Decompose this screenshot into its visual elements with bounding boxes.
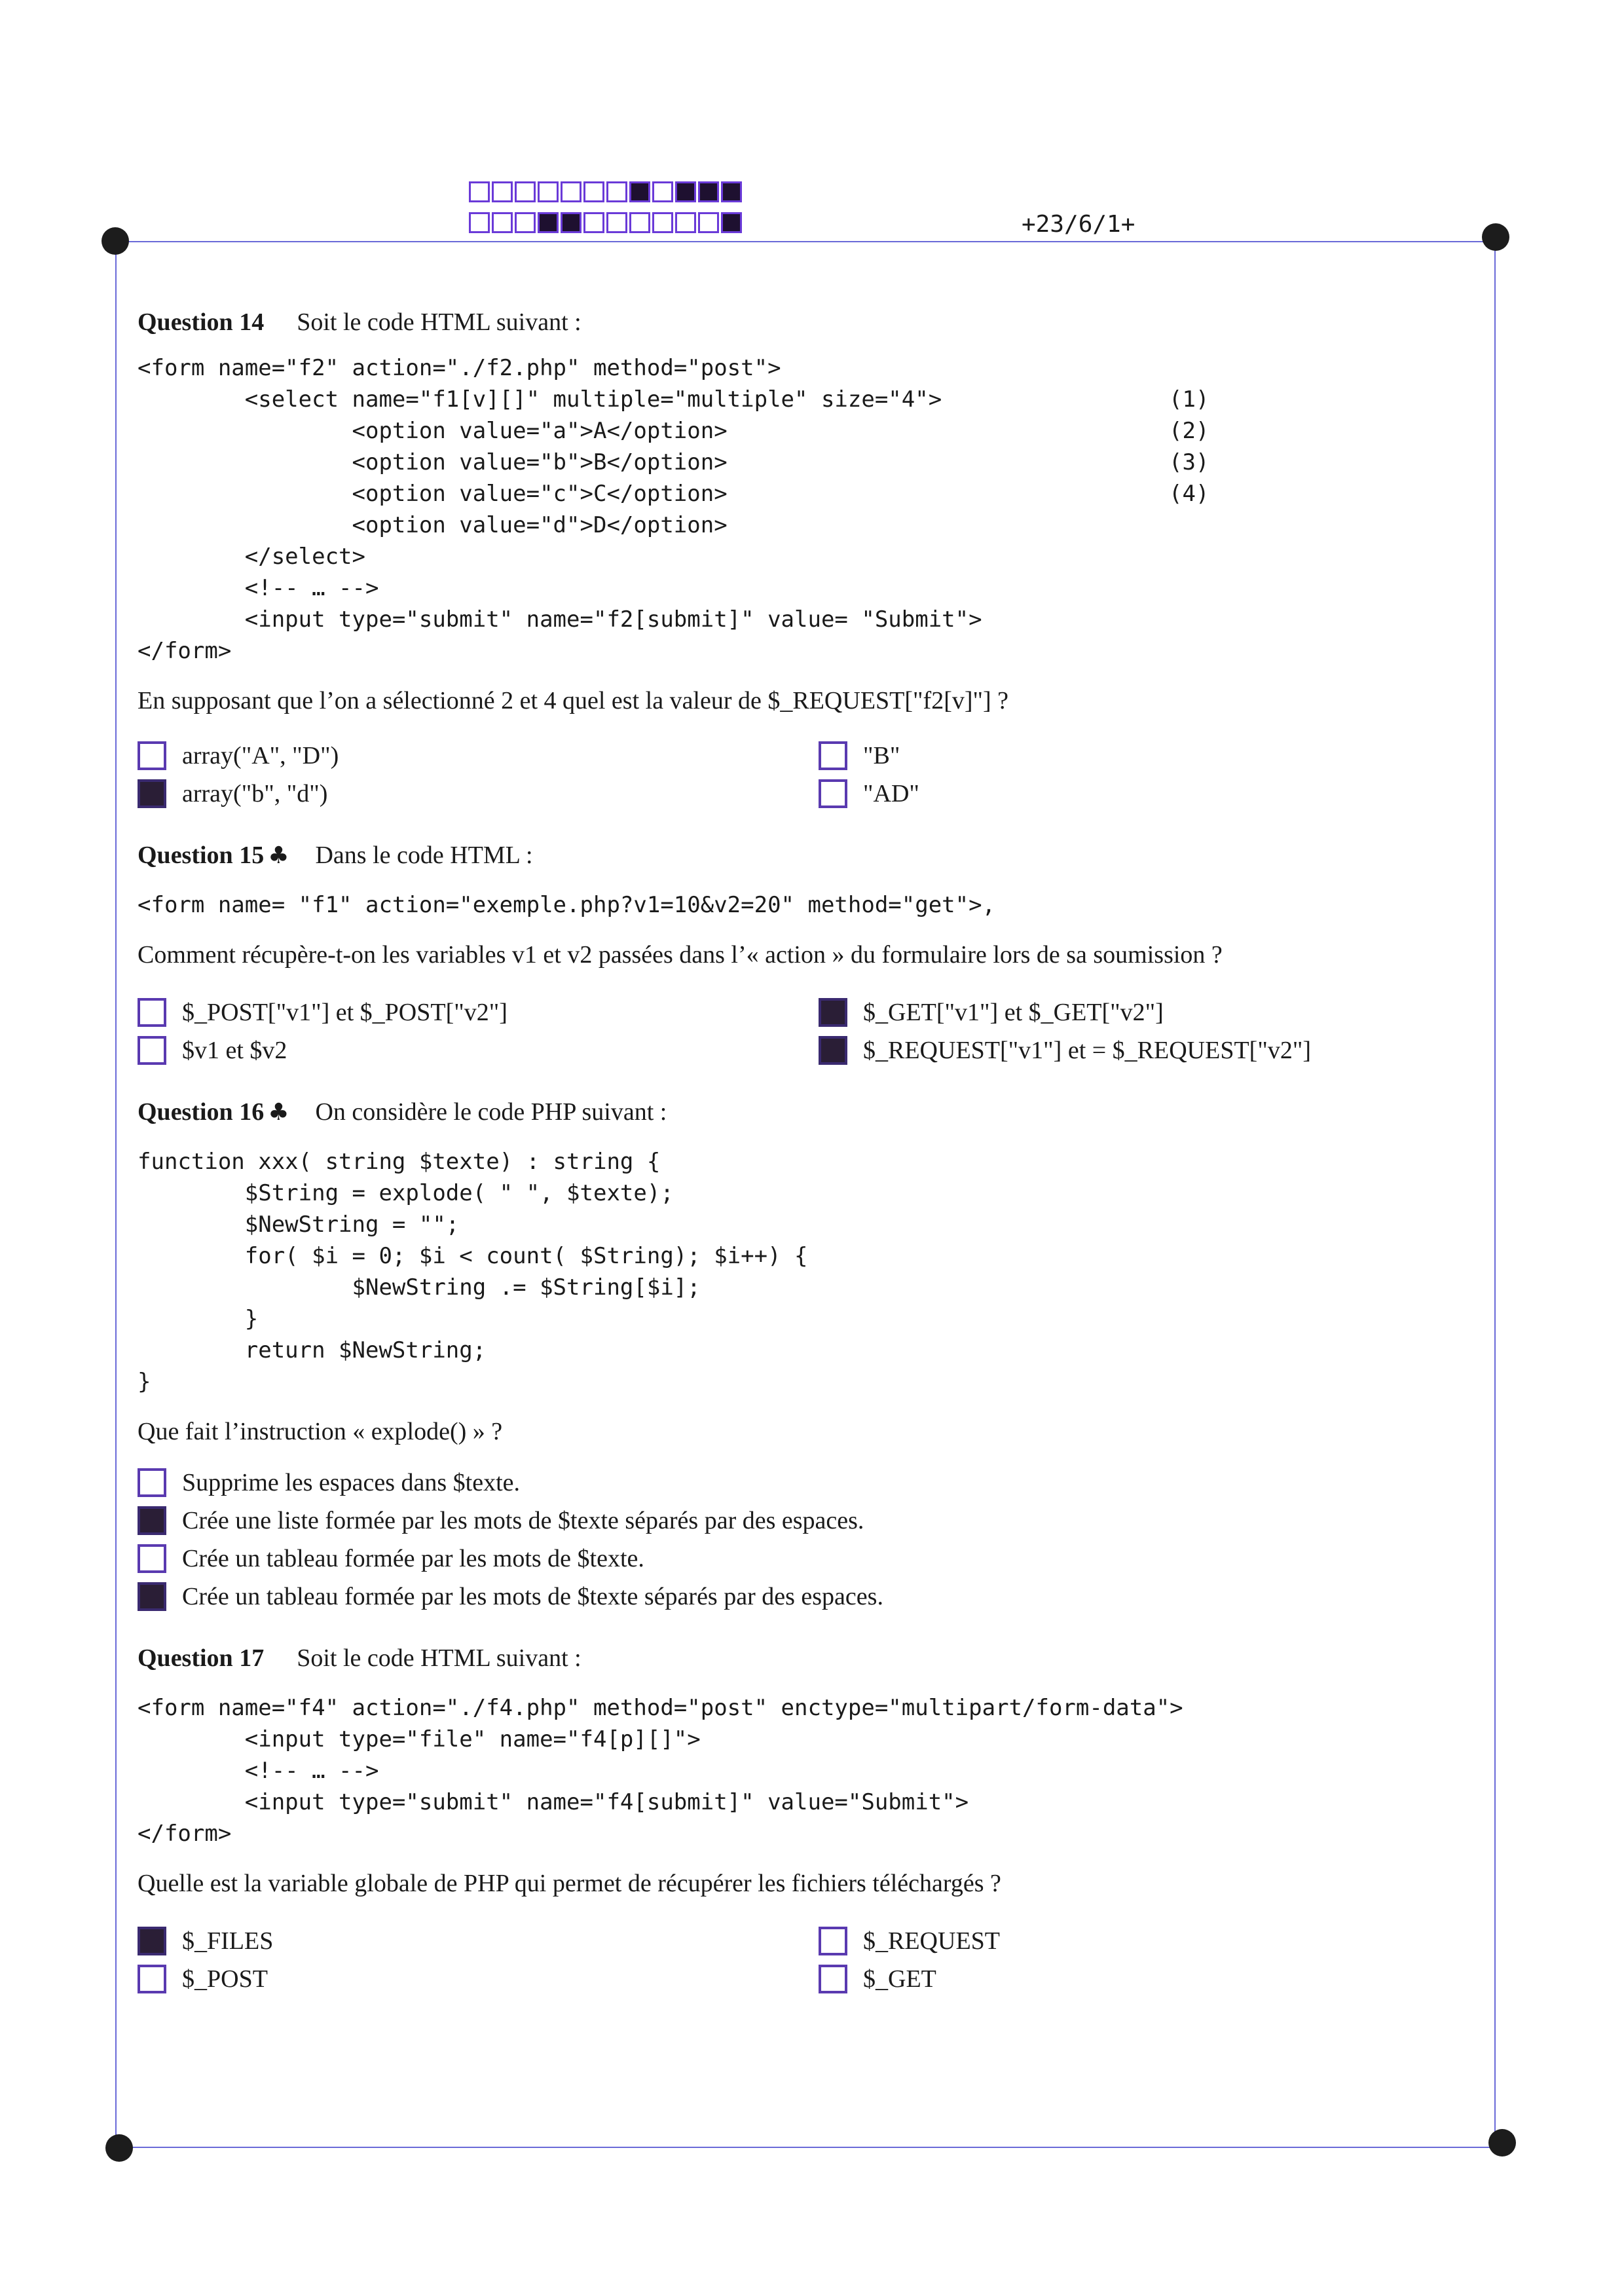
sheet-id-code: +23/6/1+ [1022,211,1135,238]
answer-option[interactable]: $_GET["v1"] et $_GET["v2"] [819,998,1342,1027]
answer-option[interactable]: array("b", "d") [138,779,819,808]
code-block: <form name="f4" action="./f4.php" method="post" enctype="multipart/form-data"> <input type="file" name="f4[p][]"> <!-- … --> <input type="submit" name="f4[submit]" value="Submit"> </form> [138,1695,1183,1847]
answer-option[interactable]: $_GET [819,1965,1342,1993]
code-block: <form name="f2" action="./f2.php" method="post"> <select name="f1[v][]" multiple="multiple" size="4"> <option value="a">A</option> <option value="b">B</option> <option value="c">C</option> <option value="d">D</option> </select> <!-- … --> <input type="submit" name="f2[submit]" value= "Submit"> </form> (1) (2) (3) (4) [138,355,1209,664]
corner-mark-bottom-left [105,2134,133,2162]
option-number: (4) [1169,481,1209,507]
answer-option[interactable]: $_POST["v1"] et $_POST["v2"] [138,998,819,1027]
question-intro: Dans le code HTML : [315,842,533,869]
answer-option[interactable]: Crée une liste formée par les mots de $texte séparés par des espaces. [138,1506,1382,1535]
answer-option[interactable]: Crée un tableau formée par les mots de $texte. [138,1544,1382,1573]
club-icon: ♣ [268,1099,289,1126]
code-block: <form name= "f1" action="exemple.php?v1=10&v2=20" method="get">, [138,892,996,918]
checkbox[interactable] [138,1544,166,1573]
page-content [138,308,1382,1993]
question-intro: Soit le code HTML suivant : [297,1644,581,1672]
question-intro: Soit le code HTML suivant : [297,308,581,336]
answer-list [138,998,1382,1065]
code-block: function xxx( string $texte) : string { $String = explode( " ", $texte); $NewString = ""; for( $i = 0; $i < count( $String); $i++) { $NewString .= $String[$i]; } return $NewString; } [138,1149,808,1395]
question-prompt: Que fait l’instruction « explode() » ? [138,1418,503,1445]
checkbox[interactable] [819,1965,847,1993]
corner-mark-top-right [1482,223,1509,251]
question-label: Question 15 [138,842,265,869]
answer-list [138,741,1382,808]
question-title [138,308,1382,337]
barcode-row-2 [469,212,742,233]
question-label: Question 14 [138,308,265,336]
answer-option[interactable]: Supprime les espaces dans $texte. [138,1468,1382,1497]
checkbox-checked[interactable] [819,998,847,1027]
question-label: Question 16 [138,1098,265,1126]
question-prompt: Comment récupère-t-on les variables v1 et v2 passées dans l’« action » du formulaire lors de sa soumission ? [138,941,1223,969]
checkbox[interactable] [138,1468,166,1497]
checkbox[interactable] [138,998,166,1027]
checkbox-checked[interactable] [819,1036,847,1065]
checkbox[interactable] [819,1927,847,1955]
option-number: (3) [1169,449,1209,475]
checkbox[interactable] [138,1036,166,1065]
answer-list [138,1927,1382,1993]
question-intro: On considère le code PHP suivant : [315,1098,667,1126]
checkbox-checked[interactable] [138,1582,166,1611]
answer-option[interactable]: "B" [819,741,1342,770]
checkbox-checked[interactable] [138,1927,166,1955]
answer-option[interactable]: $_REQUEST["v1"] et = $_REQUEST["v2"] [819,1036,1342,1065]
checkbox-checked[interactable] [138,1506,166,1535]
answer-option[interactable]: $_FILES [138,1927,819,1955]
checkbox[interactable] [819,779,847,808]
answer-list [138,1468,1382,1611]
checkbox[interactable] [138,1965,166,1993]
question-title [138,841,1382,870]
question-14 [138,308,1382,808]
question-16 [138,1098,1382,1611]
question-prompt: En supposant que l’on a sélectionné 2 et 4 quel est la valeur de $_REQUEST["f2[v]"] ? [138,687,1009,714]
question-prompt: Quelle est la variable globale de PHP qui permet de récupérer les fichiers téléchargés ? [138,1870,1001,1897]
question-label: Question 17 [138,1644,265,1672]
answer-option[interactable]: "AD" [819,779,1342,808]
corner-mark-top-left [101,227,129,255]
club-icon: ♣ [268,842,289,869]
question-title [138,1098,1382,1126]
question-17 [138,1644,1382,1993]
question-title [138,1644,1382,1673]
answer-option[interactable]: $_REQUEST [819,1927,1342,1955]
option-number: (1) [1169,386,1209,413]
checkbox-checked[interactable] [138,779,166,808]
answer-option[interactable]: array("A", "D") [138,741,819,770]
barcode-row-1 [469,181,742,202]
checkbox[interactable] [138,741,166,770]
answer-option[interactable]: $v1 et $v2 [138,1036,819,1065]
corner-mark-bottom-right [1488,2129,1516,2157]
question-15 [138,841,1382,1065]
option-number: (2) [1169,418,1209,444]
answer-option[interactable]: Crée un tableau formée par les mots de $texte séparés par des espaces. [138,1582,1382,1611]
answer-option[interactable]: $_POST [138,1965,819,1993]
checkbox[interactable] [819,741,847,770]
